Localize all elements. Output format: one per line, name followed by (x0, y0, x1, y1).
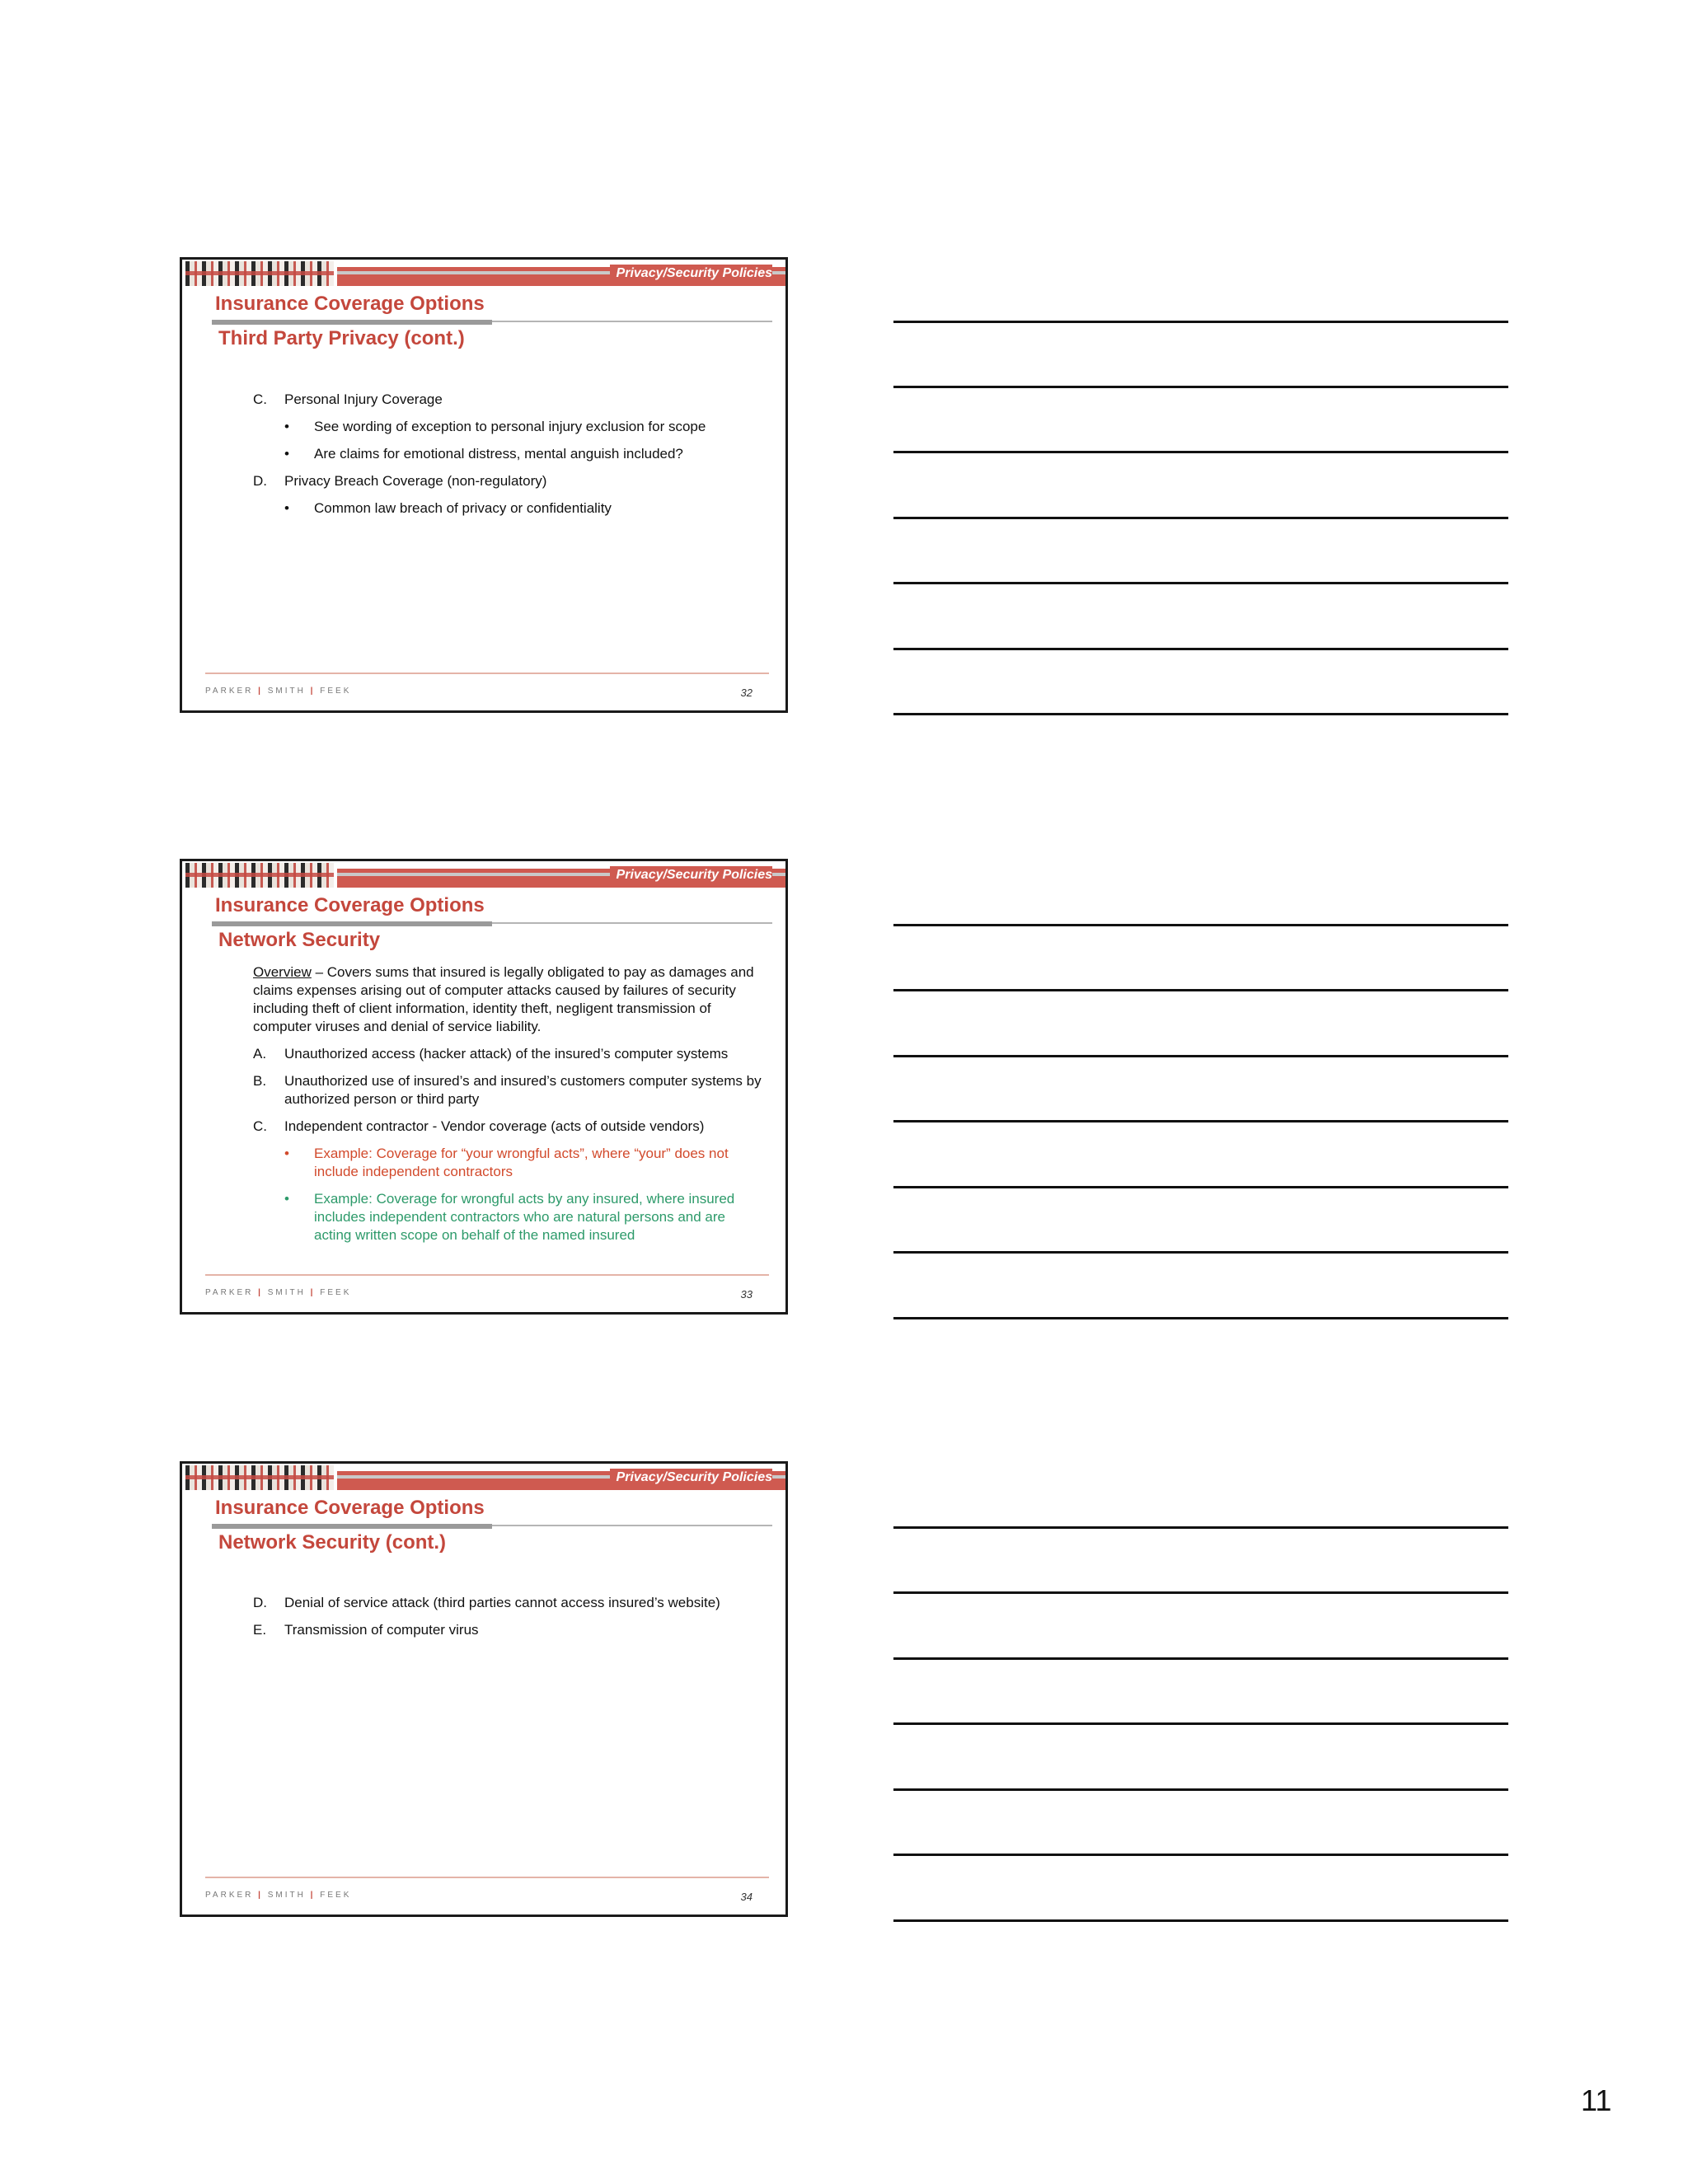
outline-item (253, 1045, 766, 1063)
logo-word: FEEK (320, 1288, 352, 1297)
slide-page-number: 33 (740, 1288, 753, 1301)
bullet-icon: • (284, 446, 289, 462)
slide-title: Insurance Coverage Options (215, 1497, 485, 1519)
outline-text: Privacy Breach Coverage (non-regulatory) (284, 473, 547, 489)
note-line (893, 386, 1508, 388)
note-line (893, 582, 1508, 584)
bullet-text: Are claims for emotional distress, mental anguish included? (314, 446, 683, 462)
overview-label: Overview (253, 964, 312, 980)
note-line (893, 1919, 1508, 1922)
logo-separator: | (310, 1891, 316, 1900)
outline-text: Unauthorized use of insured’s and insured’s customers computer systems by authorized person or third party (284, 1073, 762, 1107)
bullet-text: Example: Coverage for wrongful acts by any insured, where insured includes independent contractors who are natural persons and are acting written scope on behalf of the named insured (314, 1191, 735, 1243)
outline-item (253, 1621, 766, 1639)
logo-word: PARKER (205, 687, 254, 696)
note-line (893, 1120, 1508, 1122)
bullet-item (253, 499, 766, 518)
note-line (893, 1722, 1508, 1725)
title-rule (212, 1524, 492, 1529)
example-item-green (253, 1190, 766, 1244)
overview-text: – Covers sums that insured is legally obligated to pay as damages and claims expenses arising out of computer attacks caused by failures of security including theft of client information, identity theft, negligent transmission of computer viruses and denial of service liability. (253, 964, 754, 1034)
footer-rule (205, 1274, 769, 1276)
header-photo (185, 261, 334, 286)
note-line (893, 1657, 1508, 1660)
slide-subtitle: Network Security (cont.) (218, 1531, 447, 1554)
logo-separator: | (258, 1891, 263, 1900)
footer-rule (205, 673, 769, 674)
bullet-text: See wording of exception to personal injury exclusion for scope (314, 419, 706, 434)
note-line (893, 517, 1508, 519)
bullet-text: Common law breach of privacy or confidentiality (314, 500, 612, 516)
bullet-item (253, 445, 766, 463)
bullet-icon: • (284, 419, 289, 434)
outline-item (253, 391, 766, 409)
logo-word: FEEK (320, 687, 352, 696)
slide-33 (180, 859, 788, 1315)
footer-rule (205, 1877, 769, 1878)
header-photo (185, 1465, 334, 1490)
slide-content (253, 1594, 766, 1639)
outline-item (253, 1072, 766, 1108)
note-line (893, 1251, 1508, 1254)
header-tag: Privacy/Security Policies (610, 1469, 772, 1487)
outline-marker: D. (253, 1595, 267, 1610)
bullet-icon: • (284, 1191, 289, 1207)
note-line (893, 1526, 1508, 1529)
outline-item (253, 1118, 766, 1136)
slide-header (182, 861, 785, 888)
note-line (893, 451, 1508, 453)
overview-paragraph (253, 963, 766, 1036)
logo-word: SMITH (267, 1288, 306, 1297)
title-rule-thin (492, 321, 772, 322)
logo-word: SMITH (267, 687, 306, 696)
bullet-icon: • (284, 500, 289, 516)
bullet-icon: • (284, 1146, 289, 1161)
logo-separator: | (258, 1288, 263, 1297)
slide-content (253, 963, 766, 1244)
logo-word: PARKER (205, 1891, 254, 1900)
outline-marker: A. (253, 1046, 267, 1062)
note-line (893, 648, 1508, 650)
footer-logo (205, 1288, 351, 1297)
outline-text: Unauthorized access (hacker attack) of the insured’s computer systems (284, 1046, 729, 1062)
slide-32 (180, 257, 788, 713)
outline-marker: C. (253, 1118, 267, 1134)
sheet-page-number: 11 (1581, 2083, 1612, 2117)
slide-subtitle: Network Security (218, 929, 381, 951)
slide-subtitle: Third Party Privacy (cont.) (218, 327, 465, 349)
outline-item (253, 1594, 766, 1612)
slide-content (253, 391, 766, 518)
note-line (893, 924, 1508, 926)
footer-logo (205, 687, 351, 696)
bullet-text: Example: Coverage for “your wrongful acts”, where “your” does not include independent contractors (314, 1146, 729, 1179)
note-line (893, 1186, 1508, 1188)
note-line (893, 1788, 1508, 1791)
footer-logo (205, 1891, 351, 1900)
slide-title: Insurance Coverage Options (215, 293, 485, 315)
title-rule (212, 921, 492, 926)
note-line (893, 321, 1508, 323)
note-line (893, 989, 1508, 991)
slide-page-number: 32 (740, 687, 753, 699)
outline-marker: D. (253, 473, 267, 489)
slide-header (182, 260, 785, 286)
logo-word: SMITH (267, 1891, 306, 1900)
example-item-red (253, 1145, 766, 1181)
outline-marker: B. (253, 1073, 267, 1089)
slide-34 (180, 1461, 788, 1917)
title-rule (212, 320, 492, 325)
outline-text: Transmission of computer virus (284, 1622, 479, 1638)
logo-separator: | (310, 1288, 316, 1297)
note-line (893, 1055, 1508, 1057)
slide-header (182, 1464, 785, 1490)
outline-marker: C. (253, 391, 267, 407)
logo-separator: | (310, 687, 316, 696)
outline-item (253, 472, 766, 490)
outline-text: Denial of service attack (third parties cannot access insured’s website) (284, 1595, 720, 1610)
slide-title: Insurance Coverage Options (215, 894, 485, 916)
header-photo (185, 863, 334, 888)
outline-text: Personal Injury Coverage (284, 391, 443, 407)
outline-text: Independent contractor - Vendor coverage (acts of outside vendors) (284, 1118, 705, 1134)
note-line (893, 1854, 1508, 1856)
note-line (893, 1591, 1508, 1594)
bullet-item (253, 418, 766, 436)
slide-page-number: 34 (740, 1891, 753, 1903)
logo-word: FEEK (320, 1891, 352, 1900)
note-line (893, 713, 1508, 715)
logo-word: PARKER (205, 1288, 254, 1297)
logo-separator: | (258, 687, 263, 696)
title-rule-thin (492, 922, 772, 924)
title-rule-thin (492, 1525, 772, 1526)
note-line (893, 1317, 1508, 1319)
outline-marker: E. (253, 1622, 267, 1638)
header-tag: Privacy/Security Policies (610, 265, 772, 283)
header-tag: Privacy/Security Policies (610, 866, 772, 884)
